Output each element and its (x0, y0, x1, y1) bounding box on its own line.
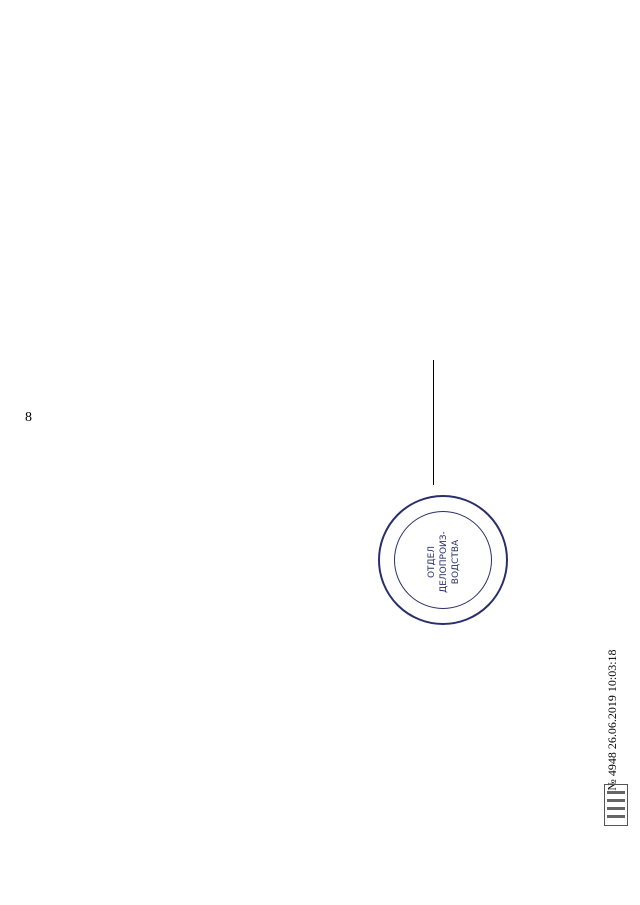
document-logo-icon (604, 784, 628, 826)
stamp-line: ВОДСТВА (450, 539, 461, 585)
stamp-text (380, 497, 510, 627)
stamp-line: ДЕЛОПРОИЗ- (439, 531, 450, 593)
stamp-line: ОТДЕЛ (427, 545, 438, 579)
page-number: 8 (25, 410, 32, 425)
official-stamp (378, 495, 508, 625)
rotated-table-area (60, 30, 410, 838)
signature-line (433, 360, 434, 485)
registration-number: № 4948 26.06.2019 10:03:18 (605, 649, 619, 791)
